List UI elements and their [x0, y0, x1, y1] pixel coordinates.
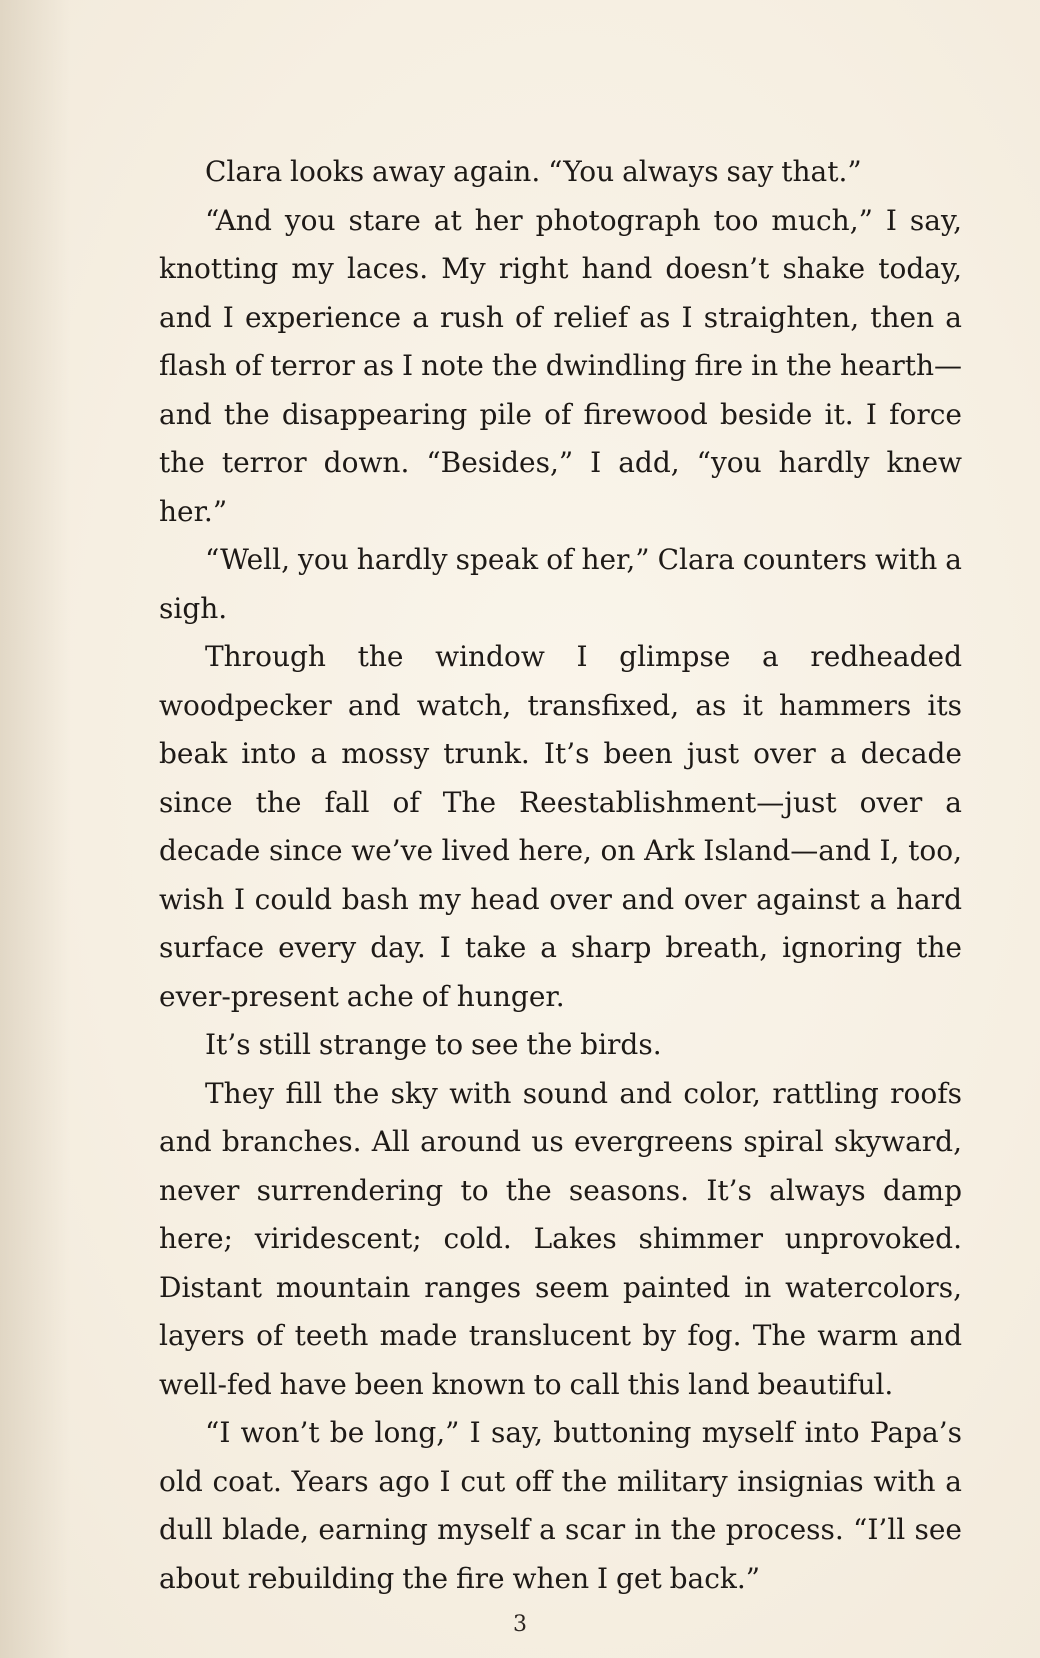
paragraph: “I won’t be long,” I say, buttoning myself into Papa’s old coat. Years ago I cut off the military insignias with a dull blade, earning myself a scar in the process. “I’ll see about rebuilding the fire when I get back.”	[159, 1416, 962, 1595]
paragraph: They fill the sky with sound and color, rattling roofs and branches. All around us evergreens spiral skyward, never surrendering to the seasons. It’s always damp here; viridescent; cold. Lakes shimmer unprovoked. Distant mountain ranges seem painted in watercolors, layers of teeth made translucent by fog. The warm and well-fed have been known to call this land beautiful.	[159, 1076, 962, 1401]
paragraph: Through the window I glimpse a redheaded woodpecker and watch, transfixed, as it hammers its beak into a mossy trunk. It’s been just over a decade since the fall of The Reestablishment—just over a decade since we’ve lived here, on Ark Island—and I, too, wish I could bash my head over and over against a hard surface every day. I take a sharp breath, ignoring the ever-present ache of hunger.	[159, 640, 962, 1013]
paragraph: “Well, you hardly speak of her,” Clara counters with a sigh.	[159, 543, 962, 625]
page-gutter-shadow	[0, 0, 70, 1658]
paragraph: Clara looks away again. “You always say that.”	[205, 155, 862, 188]
body-text	[159, 148, 962, 1603]
paragraph: “And you stare at her photograph too much,” I say, knotting my laces. My right hand doesn’t shake today, and I experience a rush of relief as I straighten, then a flash of terror as I note the dwindling fire in the hearth—and the disappearing pile of firewood beside it. I force the terror down. “Besides,” I add, “you hardly knew her.”	[159, 203, 962, 528]
paragraph: It’s still strange to see the birds.	[205, 1028, 662, 1061]
page-number: 3	[513, 1612, 527, 1637]
